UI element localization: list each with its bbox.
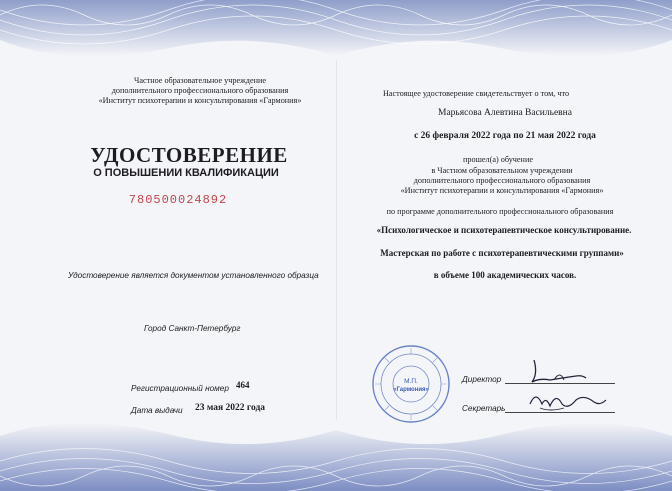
guilloche-bottom-border <box>0 416 672 491</box>
secretary-signature <box>520 386 610 416</box>
stamp-mp-text: М.П. <box>404 378 418 385</box>
organization-line-1: в Частном образовательном учреждении <box>431 166 573 175</box>
program-intro: по программе дополнительного профессионального образования <box>386 207 614 216</box>
serial-number: 780500024892 <box>128 193 228 207</box>
stamp-name-text: «Гармония» <box>393 387 429 393</box>
page-fold-line <box>336 60 337 420</box>
registration-number: 464 <box>236 380 250 390</box>
issuer-line-3: «Институт психотерапии и консультирования «Гармония» <box>98 96 302 105</box>
holder-name: Марьясова Алевтина Васильевна <box>438 108 572 118</box>
director-label: Директор <box>462 375 502 384</box>
organization-line-2: дополнительного профессионального образования <box>413 176 591 185</box>
document-title: УДОСТОВЕРЕНИЕ <box>90 143 288 167</box>
institution-stamp <box>370 343 452 425</box>
city-label: Город Санкт-Петербург <box>144 324 241 333</box>
director-signature <box>520 356 590 388</box>
passed-training: прошел(а) обучение <box>463 155 533 164</box>
program-name-line-2: Мастерская по работе с психотерапевтическими группами» <box>380 248 624 258</box>
issue-date-label: Дата выдачи <box>131 406 183 415</box>
issue-date: 23 мая 2022 года <box>195 403 266 413</box>
secretary-label: Секретарь <box>462 404 506 413</box>
validity-note: Удостоверение является документом установленного образца <box>68 271 319 280</box>
certifies-intro: Настоящее удостоверение свидетельствует о том, что <box>382 89 570 98</box>
issuer-line-2: дополнительного профессионального образования <box>111 86 289 95</box>
organization-line-3: «Институт психотерапии и консультирования «Гармония» <box>400 186 604 195</box>
issuer-line-1: Частное образовательное учреждение <box>134 76 266 85</box>
document-subtitle: О ПОВЫШЕНИИ КВАЛИФИКАЦИИ <box>93 167 279 179</box>
registration-label: Регистрационный номер <box>131 384 229 393</box>
study-hours: в объеме 100 академических часов. <box>433 270 577 280</box>
program-name-line-1: «Психологическое и психотерапевтическое консультирование. <box>376 225 632 235</box>
training-period: с 26 февраля 2022 года по 21 мая 2022 года <box>414 131 596 141</box>
